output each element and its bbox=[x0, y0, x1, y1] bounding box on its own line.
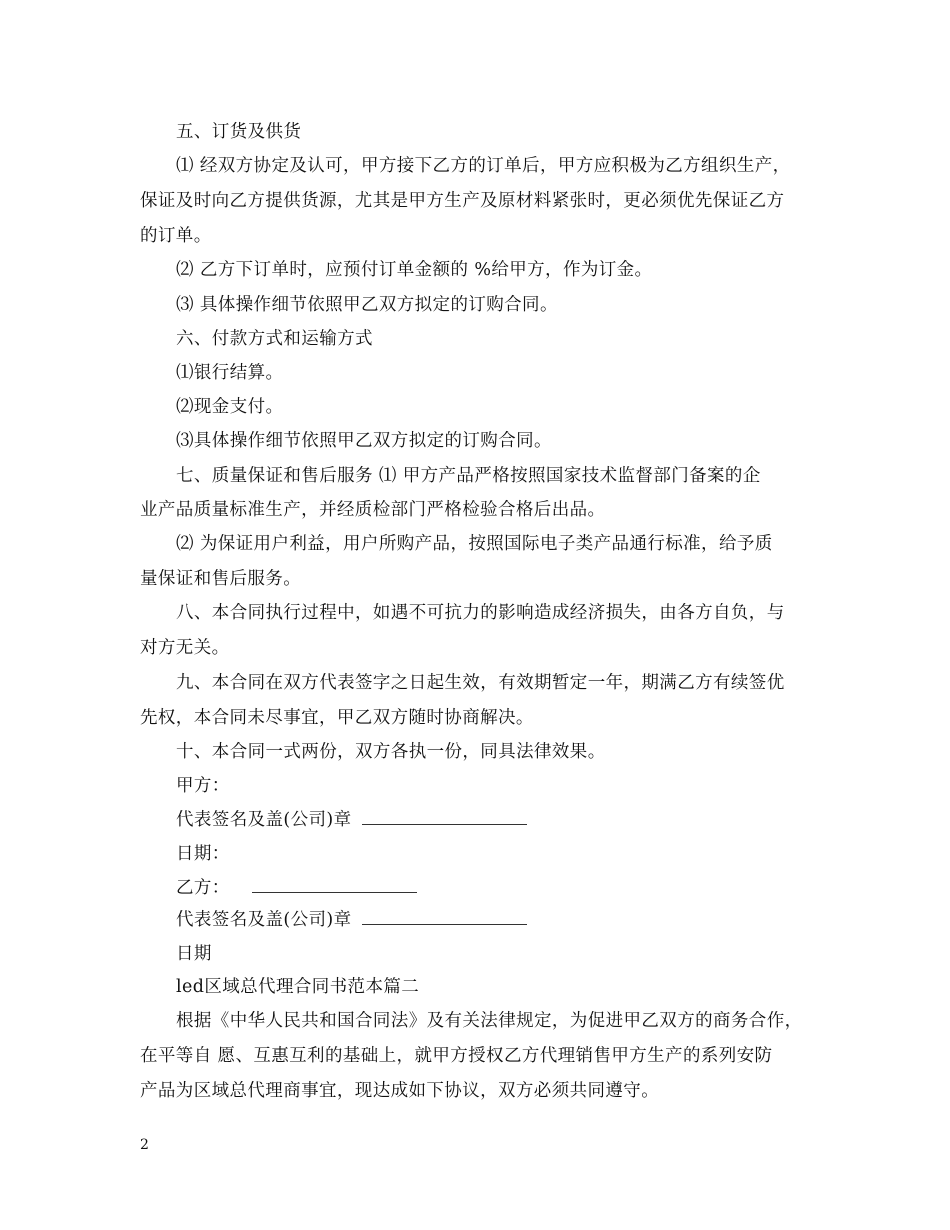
section-5-heading: 五、订货及供货 bbox=[176, 122, 302, 142]
signature-blank bbox=[362, 910, 527, 925]
article-2-title: led区域总代理合同书范本篇二 bbox=[176, 977, 420, 997]
paragraph-line: 根据《中华人民共和国合同法》及有关法律规定，为促进甲乙双方的商务合作， bbox=[176, 1011, 803, 1031]
paragraph-line: ⑵ 为保证用户利益，用户所购产品，按照国际电子类产品通行标准，给予质 bbox=[176, 534, 773, 554]
paragraph-line: 量保证和售后服务。 bbox=[140, 569, 302, 589]
section-9-line: 九、本合同在双方代表签字之日起生效，有效期暂定一年，期满乙方有续签优 bbox=[176, 673, 785, 693]
paragraph-line: 在平等自 愿、互惠互利的基础上，就甲方授权乙方代理销售甲方生产的系列安防 bbox=[140, 1046, 773, 1066]
page-number: 2 bbox=[140, 1137, 149, 1153]
party-b-label: 乙方： bbox=[176, 878, 230, 898]
paragraph-line: 对方无关。 bbox=[140, 638, 230, 658]
paragraph-line: 业产品质量标准生产，并经质检部门严格检验合格后出品。 bbox=[140, 500, 606, 520]
signature-row bbox=[176, 808, 527, 832]
paragraph-line: 产品为区域总代理商事宜，现达成如下协议，双方必须共同遵守。 bbox=[140, 1081, 660, 1101]
signature-row bbox=[176, 908, 527, 932]
paragraph-line: ⑶具体操作细节依照甲乙双方拟定的订购合同。 bbox=[176, 431, 552, 451]
section-10-line: 十、本合同一式两份，双方各执一份，同具法律效果。 bbox=[176, 742, 606, 762]
date-label: 日期 bbox=[176, 944, 212, 964]
party-a-label: 甲方： bbox=[176, 776, 230, 796]
section-7-heading: 七、质量保证和售后服务 ⑴ 甲方产品严格按照国家技术监督部门备案的企 bbox=[176, 466, 761, 486]
party-b-blank bbox=[252, 878, 417, 893]
paragraph-line: 先权，本合同未尽事宜，甲乙双方随时协商解决。 bbox=[140, 708, 534, 728]
date-label: 日期： bbox=[176, 844, 230, 864]
paragraph-line: ⑴ 经双方协定及认可，甲方接下乙方的订单后，甲方应积极为乙方组织生产， bbox=[176, 156, 791, 176]
party-b-row bbox=[176, 876, 417, 900]
section-6-heading: 六、付款方式和运输方式 bbox=[176, 329, 373, 349]
paragraph-line: 的订单。 bbox=[140, 226, 212, 246]
paragraph-line: ⑵ 乙方下订单时，应预付订单金额的 %给甲方，作为订金。 bbox=[176, 260, 653, 280]
section-8-line: 八、本合同执行过程中，如遇不可抗力的影响造成经济损失，由各方自负，与 bbox=[176, 603, 785, 623]
signature-blank bbox=[362, 810, 527, 825]
paragraph-line: ⑵现金支付。 bbox=[176, 397, 284, 417]
paragraph-line: ⑴银行结算。 bbox=[176, 363, 284, 383]
paragraph-line: 保证及时向乙方提供货源，尤其是甲方生产及原材料紧张时，更必须优先保证乙方 bbox=[140, 191, 785, 211]
paragraph-line: ⑶ 具体操作细节依照甲乙双方拟定的订购合同。 bbox=[176, 295, 558, 315]
signature-label: 代表签名及盖(公司)章 bbox=[176, 810, 352, 830]
signature-label: 代表签名及盖(公司)章 bbox=[176, 910, 352, 930]
